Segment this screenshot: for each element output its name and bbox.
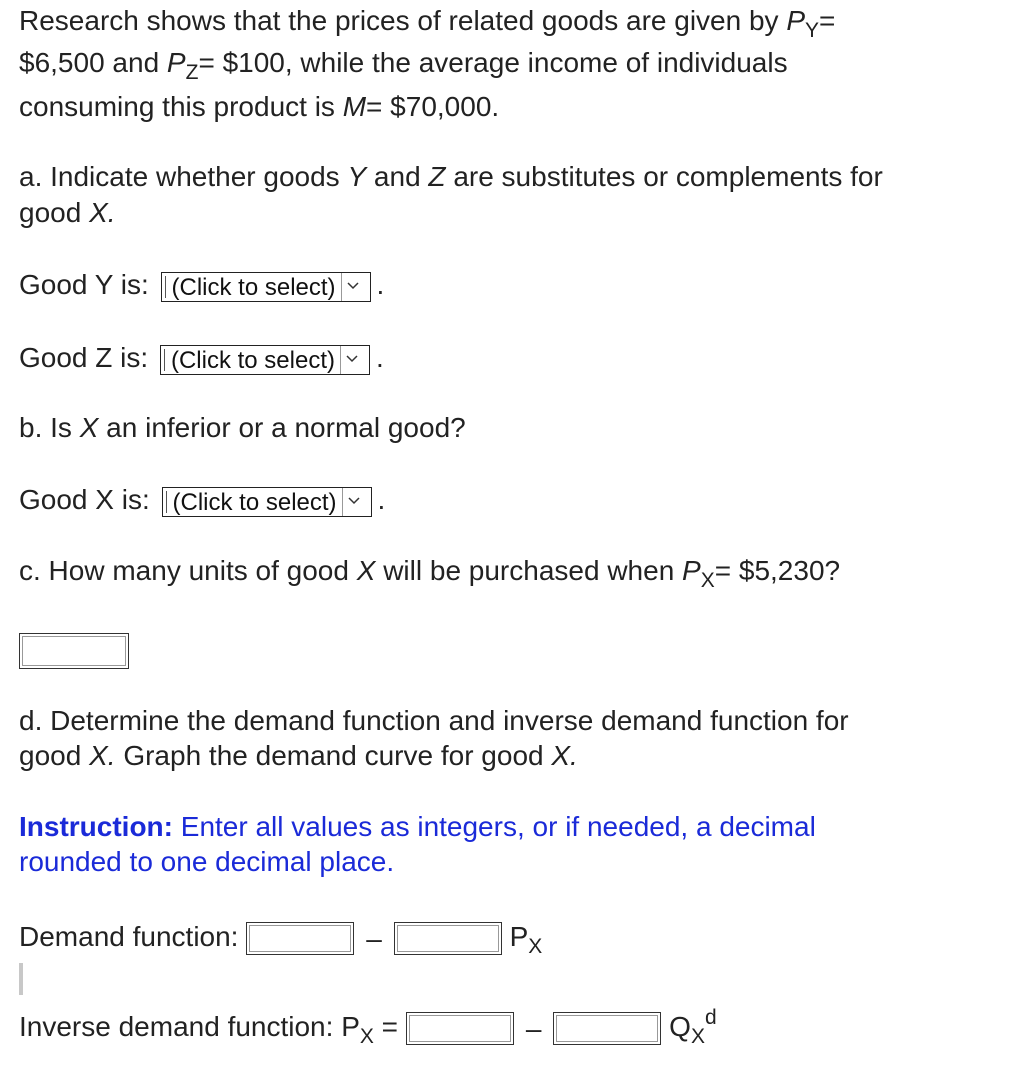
inverse-input-1[interactable] xyxy=(406,1012,514,1045)
good-y-label: Good Y is: xyxy=(19,269,149,300)
inverse-minus: – xyxy=(525,1012,542,1044)
inverse-demand-row xyxy=(19,1006,717,1050)
demand-input-1-wrap xyxy=(246,922,354,955)
part-c-px-sub: X xyxy=(700,569,715,592)
py-var: P xyxy=(786,5,806,36)
inverse-demand-label: Inverse demand function: P xyxy=(19,1011,360,1042)
part-d-text-3: Graph the demand curve for good xyxy=(123,740,552,771)
py-value: $6,500 and xyxy=(19,47,167,78)
pz-sub: Z xyxy=(185,61,199,84)
good-z-var: Z xyxy=(428,161,446,192)
part-c-text-1: c. How many units of good xyxy=(19,555,357,586)
instruction-label: Instruction: xyxy=(19,811,173,842)
units-answer-wrap xyxy=(19,633,129,669)
inverse-q-sub: X xyxy=(690,1025,705,1048)
inverse-q: Q xyxy=(669,1011,691,1042)
pz-var: P xyxy=(166,47,186,78)
good-x-label: Good X is: xyxy=(19,484,150,515)
good-z-select[interactable] xyxy=(160,345,370,375)
demand-input-1[interactable] xyxy=(246,922,354,955)
part-a-text-4: good xyxy=(19,197,90,228)
inverse-input-2-wrap xyxy=(553,1012,661,1045)
good-x-select-value: (Click to select) xyxy=(172,488,337,516)
good-x-var: X. xyxy=(89,197,116,228)
intro-text: Research shows that the prices of related goods are given by xyxy=(19,5,787,36)
m-var: M xyxy=(342,91,367,122)
pz-value: = $100, while the average income of individuals xyxy=(198,47,788,78)
part-c-text-3: = $5,230? xyxy=(714,555,841,586)
instruction-text-2: rounded to one decimal place. xyxy=(19,846,395,877)
part-c-x-var: X xyxy=(356,555,376,586)
income-value: = $70,000. xyxy=(366,91,500,122)
good-x-select[interactable] xyxy=(162,487,372,517)
instruction-line-2 xyxy=(19,841,394,883)
good-z-label: Good Z is: xyxy=(19,342,149,373)
inverse-eq: = xyxy=(373,1011,399,1042)
good-y-var: Y xyxy=(347,161,367,192)
inverse-input-1-wrap xyxy=(406,1012,514,1045)
text-caret xyxy=(19,963,23,995)
part-a-text-1: a. Indicate whether goods xyxy=(19,161,348,192)
good-x-row xyxy=(19,479,385,521)
part-c-question xyxy=(19,550,840,592)
inverse-px-sub: X xyxy=(359,1025,374,1048)
demand-px xyxy=(509,921,543,958)
part-a-text-2: and xyxy=(373,161,429,192)
inverse-qxd xyxy=(669,1006,717,1048)
intro-line-3 xyxy=(19,86,499,128)
good-y-row xyxy=(19,264,384,306)
part-a-text-3: are substitutes or complements for xyxy=(453,161,883,192)
inverse-q-sup: d xyxy=(704,1006,717,1029)
intro-line-2 xyxy=(19,42,788,84)
part-b-question xyxy=(19,407,466,449)
part-c-text-2: will be purchased when xyxy=(383,555,683,586)
income-text: consuming this product is xyxy=(19,91,343,122)
good-z-select-value: (Click to select) xyxy=(170,346,335,374)
py-eq: = xyxy=(819,5,836,36)
demand-function-row xyxy=(19,916,542,960)
demand-minus: – xyxy=(366,922,382,954)
part-d-x-var: X. xyxy=(89,740,116,771)
part-d-text-1: d. Determine the demand function and inverse demand function for xyxy=(19,705,849,736)
good-y-period: . xyxy=(376,269,385,300)
chevron-down-icon xyxy=(342,488,365,516)
inverse-input-2[interactable] xyxy=(553,1012,661,1045)
demand-px-sub: X xyxy=(528,935,543,958)
good-y-select-value: (Click to select) xyxy=(171,273,336,301)
demand-px-p: P xyxy=(509,921,529,952)
demand-input-2[interactable] xyxy=(394,922,502,955)
units-answer-input[interactable] xyxy=(19,633,129,669)
py-sub: Y xyxy=(805,19,820,42)
chevron-down-icon xyxy=(340,346,363,374)
good-x-period: . xyxy=(377,484,386,515)
part-d-x-var-2: X. xyxy=(551,740,578,771)
good-y-select[interactable] xyxy=(161,272,371,302)
part-a-question-line-1 xyxy=(19,156,883,198)
part-a-question-line-2 xyxy=(19,192,116,234)
chevron-down-icon xyxy=(341,273,364,301)
instruction-text-1: Enter all values as integers, or if needed, a decimal xyxy=(173,811,816,842)
demand-input-2-wrap xyxy=(394,922,502,955)
part-b-text-2: an inferior or a normal good? xyxy=(106,412,466,443)
good-z-row xyxy=(19,337,384,379)
good-z-period: . xyxy=(375,342,384,373)
part-b-x-var: X xyxy=(79,412,99,443)
intro-line-1 xyxy=(19,0,835,42)
demand-function-label: Demand function: xyxy=(19,921,239,952)
part-b-text-1: b. Is xyxy=(19,412,80,443)
part-d-text-2: good xyxy=(19,740,90,771)
part-c-px-var: P xyxy=(682,555,701,586)
part-d-question-line-2 xyxy=(19,735,578,777)
